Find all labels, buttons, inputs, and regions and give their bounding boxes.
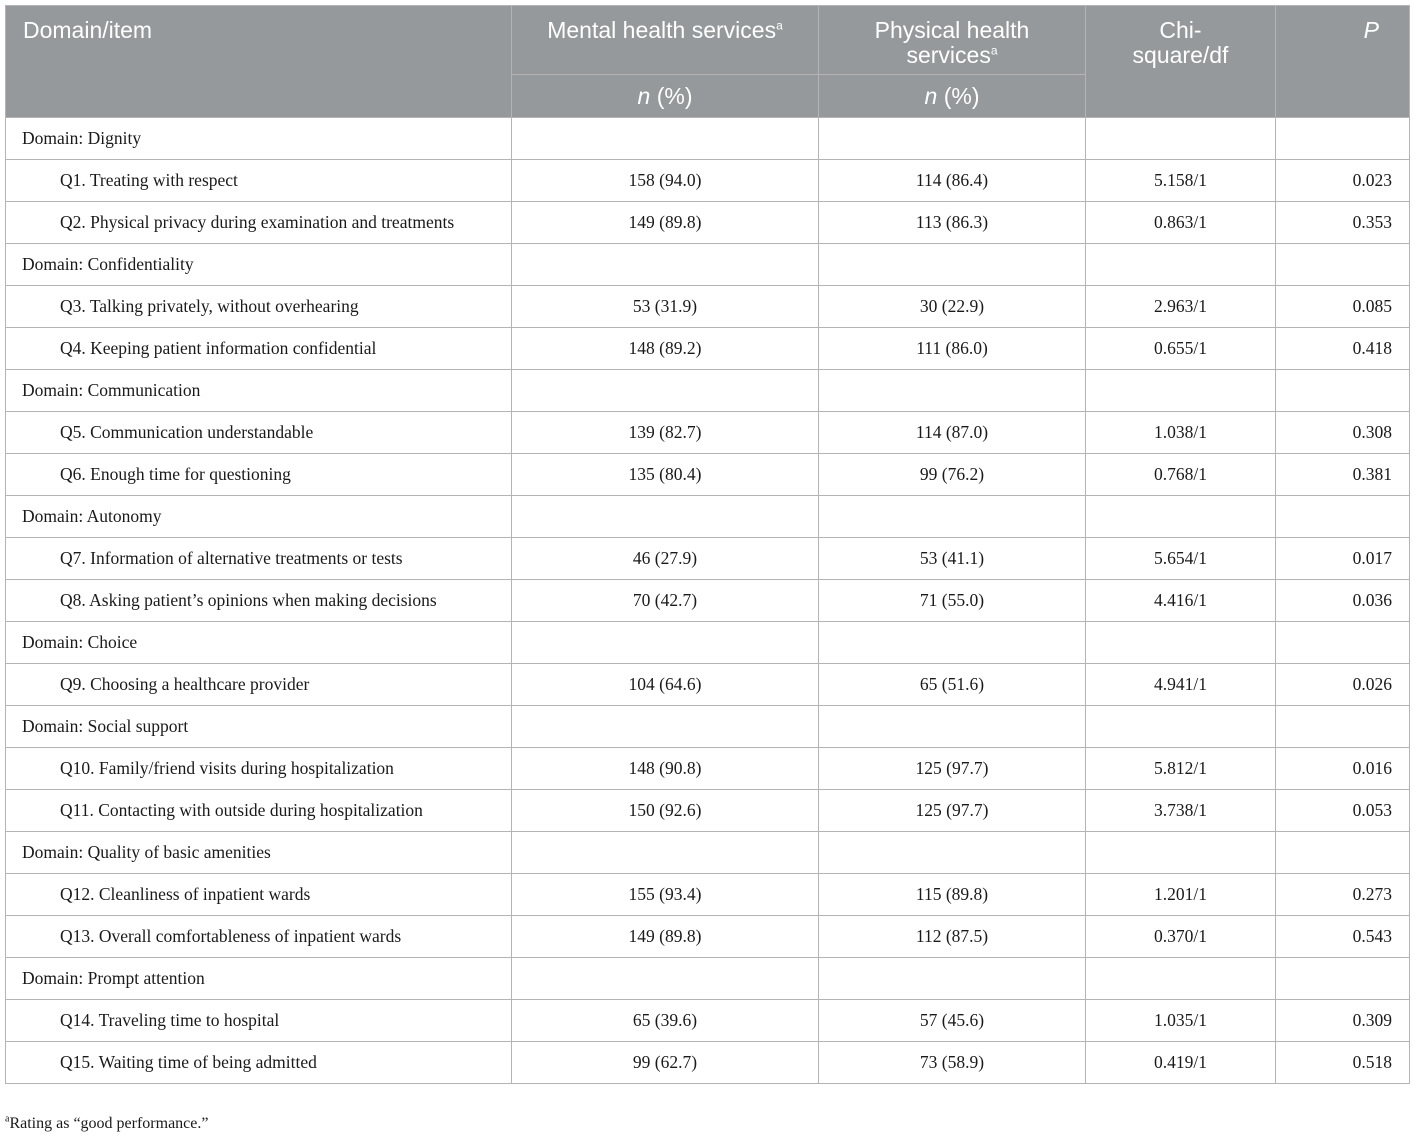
physical-health-value: 114 (86.4): [819, 160, 1086, 202]
subheader-mental-n-pct: n (%): [512, 75, 819, 118]
row-label: Q2. Physical privacy during examination and treatments: [6, 202, 512, 244]
row-label: Q6. Enough time for questioning: [6, 454, 512, 496]
item-row: [6, 790, 1410, 832]
p-value: [1276, 244, 1410, 286]
physical-health-value: [819, 958, 1086, 1000]
physical-health-value: 112 (87.5): [819, 916, 1086, 958]
physical-health-value: [819, 622, 1086, 664]
physical-health-value: 99 (76.2): [819, 454, 1086, 496]
item-row: [6, 538, 1410, 580]
chi-square-value: 1.035/1: [1086, 1000, 1276, 1042]
header-p-value: P: [1276, 6, 1410, 118]
item-row: [6, 202, 1410, 244]
p-value: [1276, 496, 1410, 538]
p-value: 0.023: [1276, 160, 1410, 202]
mental-health-value: 139 (82.7): [512, 412, 819, 454]
mental-health-value: [512, 706, 819, 748]
chi-square-value: 2.963/1: [1086, 286, 1276, 328]
item-row: [6, 412, 1410, 454]
physical-health-value: [819, 244, 1086, 286]
p-value: 0.026: [1276, 664, 1410, 706]
row-label: Domain: Quality of basic amenities: [6, 832, 512, 874]
p-value: [1276, 118, 1410, 160]
header-domain-item: Domain/item: [6, 6, 512, 118]
physical-health-value: [819, 706, 1086, 748]
p-value: 0.543: [1276, 916, 1410, 958]
mental-health-value: 148 (89.2): [512, 328, 819, 370]
row-label: Q5. Communication understandable: [6, 412, 512, 454]
domain-row: [6, 958, 1410, 1000]
item-row: [6, 874, 1410, 916]
item-row: [6, 328, 1410, 370]
p-value: 0.309: [1276, 1000, 1410, 1042]
mental-health-value: [512, 496, 819, 538]
row-label: Q7. Information of alternative treatments or tests: [6, 538, 512, 580]
mental-health-value: 135 (80.4): [512, 454, 819, 496]
domain-row: [6, 832, 1410, 874]
row-label: Q9. Choosing a healthcare provider: [6, 664, 512, 706]
p-value: 0.017: [1276, 538, 1410, 580]
row-label: Q10. Family/friend visits during hospitalization: [6, 748, 512, 790]
chi-square-value: 5.158/1: [1086, 160, 1276, 202]
row-label: Q11. Contacting with outside during hospitalization: [6, 790, 512, 832]
chi-square-value: 5.812/1: [1086, 748, 1276, 790]
physical-health-value: 65 (51.6): [819, 664, 1086, 706]
p-value: 0.418: [1276, 328, 1410, 370]
row-label: Domain: Autonomy: [6, 496, 512, 538]
chi-square-value: [1086, 244, 1276, 286]
p-value: [1276, 370, 1410, 412]
p-value: 0.308: [1276, 412, 1410, 454]
p-value: 0.353: [1276, 202, 1410, 244]
mental-health-value: [512, 622, 819, 664]
mental-health-value: [512, 370, 819, 412]
p-value: 0.036: [1276, 580, 1410, 622]
physical-health-value: 57 (45.6): [819, 1000, 1086, 1042]
item-row: [6, 454, 1410, 496]
chi-square-value: 1.038/1: [1086, 412, 1276, 454]
chi-square-value: 0.419/1: [1086, 1042, 1276, 1084]
physical-health-value: 115 (89.8): [819, 874, 1086, 916]
item-row: [6, 286, 1410, 328]
mental-health-value: 104 (64.6): [512, 664, 819, 706]
item-row: [6, 580, 1410, 622]
results-table: [5, 5, 1410, 1084]
item-row: [6, 748, 1410, 790]
p-value: [1276, 706, 1410, 748]
chi-square-value: 0.768/1: [1086, 454, 1276, 496]
chi-square-value: 4.416/1: [1086, 580, 1276, 622]
chi-square-value: 4.941/1: [1086, 664, 1276, 706]
mental-health-value: 99 (62.7): [512, 1042, 819, 1084]
row-label: Q12. Cleanliness of inpatient wards: [6, 874, 512, 916]
subheader-physical-n-pct: n (%): [819, 75, 1086, 118]
domain-row: [6, 496, 1410, 538]
physical-health-value: [819, 496, 1086, 538]
physical-health-value: 111 (86.0): [819, 328, 1086, 370]
mental-health-value: 46 (27.9): [512, 538, 819, 580]
row-label: Q15. Waiting time of being admitted: [6, 1042, 512, 1084]
mental-health-value: 155 (93.4): [512, 874, 819, 916]
p-value: 0.518: [1276, 1042, 1410, 1084]
row-label: Q3. Talking privately, without overhearing: [6, 286, 512, 328]
p-value: [1276, 622, 1410, 664]
mental-health-value: 149 (89.8): [512, 916, 819, 958]
chi-square-value: [1086, 370, 1276, 412]
table-header: [6, 6, 1410, 118]
row-label: Q13. Overall comfortableness of inpatient wards: [6, 916, 512, 958]
mental-health-value: 70 (42.7): [512, 580, 819, 622]
chi-square-value: 1.201/1: [1086, 874, 1276, 916]
p-value: [1276, 832, 1410, 874]
domain-row: [6, 118, 1410, 160]
row-label: Domain: Dignity: [6, 118, 512, 160]
row-label: Q1. Treating with respect: [6, 160, 512, 202]
chi-square-value: [1086, 958, 1276, 1000]
chi-square-value: 0.655/1: [1086, 328, 1276, 370]
domain-row: [6, 244, 1410, 286]
mental-health-value: [512, 118, 819, 160]
mental-health-value: [512, 244, 819, 286]
footnote: $^a$Rating as “good performance.”: [5, 1113, 209, 1132]
table-body: [6, 118, 1410, 1084]
mental-health-value: 53 (31.9): [512, 286, 819, 328]
physical-health-value: 113 (86.3): [819, 202, 1086, 244]
p-value: 0.273: [1276, 874, 1410, 916]
chi-square-value: [1086, 706, 1276, 748]
row-label: Domain: Social support: [6, 706, 512, 748]
physical-health-value: [819, 370, 1086, 412]
physical-health-value: [819, 118, 1086, 160]
mental-health-value: 65 (39.6): [512, 1000, 819, 1042]
header-physical-health: Physical health services$^a$: [819, 6, 1086, 75]
physical-health-value: 30 (22.9): [819, 286, 1086, 328]
item-row: [6, 1042, 1410, 1084]
row-label: Domain: Prompt attention: [6, 958, 512, 1000]
row-label: Domain: Communication: [6, 370, 512, 412]
p-value: 0.381: [1276, 454, 1410, 496]
chi-square-value: 0.863/1: [1086, 202, 1276, 244]
physical-health-value: 73 (58.9): [819, 1042, 1086, 1084]
chi-square-value: 3.738/1: [1086, 790, 1276, 832]
p-value: 0.085: [1276, 286, 1410, 328]
item-row: [6, 916, 1410, 958]
mental-health-value: 150 (92.6): [512, 790, 819, 832]
chi-square-value: [1086, 832, 1276, 874]
chi-square-value: 0.370/1: [1086, 916, 1276, 958]
physical-health-value: 53 (41.1): [819, 538, 1086, 580]
mental-health-value: 158 (94.0): [512, 160, 819, 202]
p-value: 0.016: [1276, 748, 1410, 790]
chi-square-value: [1086, 118, 1276, 160]
mental-health-value: [512, 958, 819, 1000]
domain-row: [6, 622, 1410, 664]
mental-health-value: 149 (89.8): [512, 202, 819, 244]
physical-health-value: 114 (87.0): [819, 412, 1086, 454]
mental-health-value: [512, 832, 819, 874]
item-row: [6, 664, 1410, 706]
chi-square-value: [1086, 622, 1276, 664]
row-label: Q4. Keeping patient information confidential: [6, 328, 512, 370]
row-label: Domain: Confidentiality: [6, 244, 512, 286]
domain-row: [6, 370, 1410, 412]
item-row: [6, 1000, 1410, 1042]
header-chi-square: Chi- square/df: [1086, 6, 1276, 118]
physical-health-value: 125 (97.7): [819, 748, 1086, 790]
row-label: Q14. Traveling time to hospital: [6, 1000, 512, 1042]
row-label: Domain: Choice: [6, 622, 512, 664]
physical-health-value: [819, 832, 1086, 874]
physical-health-value: 71 (55.0): [819, 580, 1086, 622]
domain-row: [6, 706, 1410, 748]
chi-square-value: [1086, 496, 1276, 538]
physical-health-value: 125 (97.7): [819, 790, 1086, 832]
item-row: [6, 160, 1410, 202]
p-value: [1276, 958, 1410, 1000]
row-label: Q8. Asking patient’s opinions when making decisions: [6, 580, 512, 622]
chi-square-value: 5.654/1: [1086, 538, 1276, 580]
header-mental-health: Mental health services$^a$: [512, 6, 819, 75]
p-value: 0.053: [1276, 790, 1410, 832]
mental-health-value: 148 (90.8): [512, 748, 819, 790]
